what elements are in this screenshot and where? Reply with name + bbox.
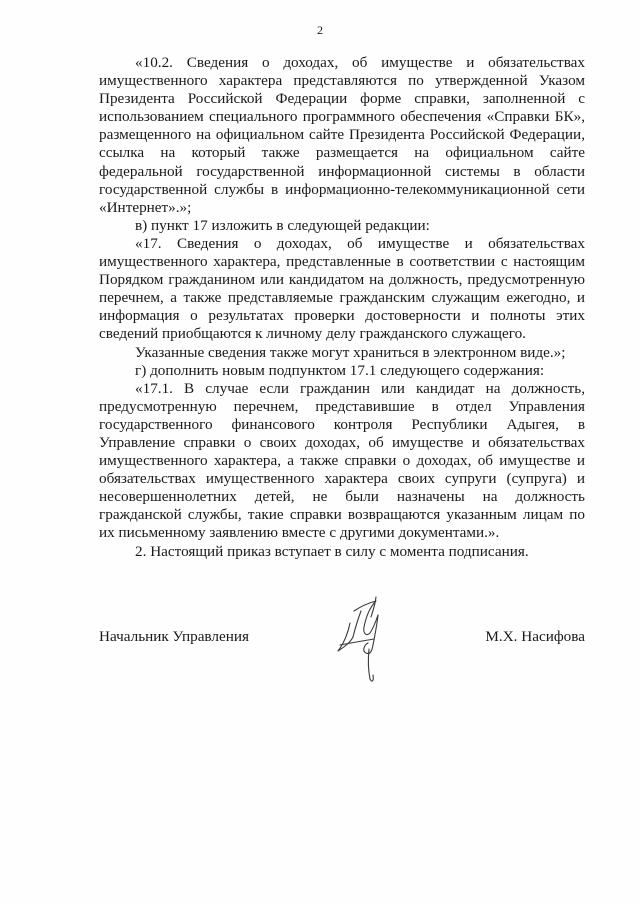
paragraph-item-g: г) дополнить новым подпунктом 17.1 следующего содержания: (135, 361, 545, 379)
paragraph-17-1: «17.1. В случае если гражданин или кандидат на должность, предусмотренную перечнем, представившие в отдел Управления государственного финансового контроля Республики Адыгея, в Управление справки о своих доходах, об имуществе и обязательствах имущественного характера, а также справки о доходах, об имуществе и обязательствах имущественного характера своих супруги (супруга) и несовершеннолетних детей, не были назначены на должность гражданской службы, такие справки возвращаются указанным лицам по их письменному заявлению вместе с другими документами.». (99, 379, 585, 542)
paragraph-10-2: «10.2. Сведения о доходах, об имуществе и обязательствах имущественного характера представляются по утвержденной Указом Президента Российской Федерации форме справки, заполненной с использованием специального программного обеспечения «Справки БК», размещенного на официальном сайте Президента Российской Федерации, ссылка на который также размещается на официальном сайте федеральной государственной информационной системы в области государственной службы в информационно-телекоммуникационной сети «Интернет».»; (99, 54, 585, 216)
signatory-name: М.Х. Насифова (485, 628, 585, 645)
page-number: 2 (317, 23, 323, 37)
paragraph-electronic-storage: Указанные сведения также могут храниться в электронном виде.»; (135, 343, 566, 361)
signature-block (99, 628, 585, 652)
paragraph-item-v: в) пункт 17 изложить в следующей редакции: (135, 216, 430, 234)
paragraph-order-effect: 2. Настоящий приказ вступает в силу с момента подписания. (135, 542, 529, 560)
paragraph-17: «17. Сведения о доходах, об имуществе и обязательствах имущественного характера, представленные в соответствии с настоящим Порядком гражданином или кандидатом на должность, предусмотренную перечнем, а также представляемые гражданским служащим ежегодно, и информация о результатах проверки достоверности и полноты этих сведений приобщаются к личному делу гражданского служащего. (99, 234, 585, 343)
document-body (99, 54, 585, 561)
signatory-position: Начальник Управления (99, 628, 249, 645)
